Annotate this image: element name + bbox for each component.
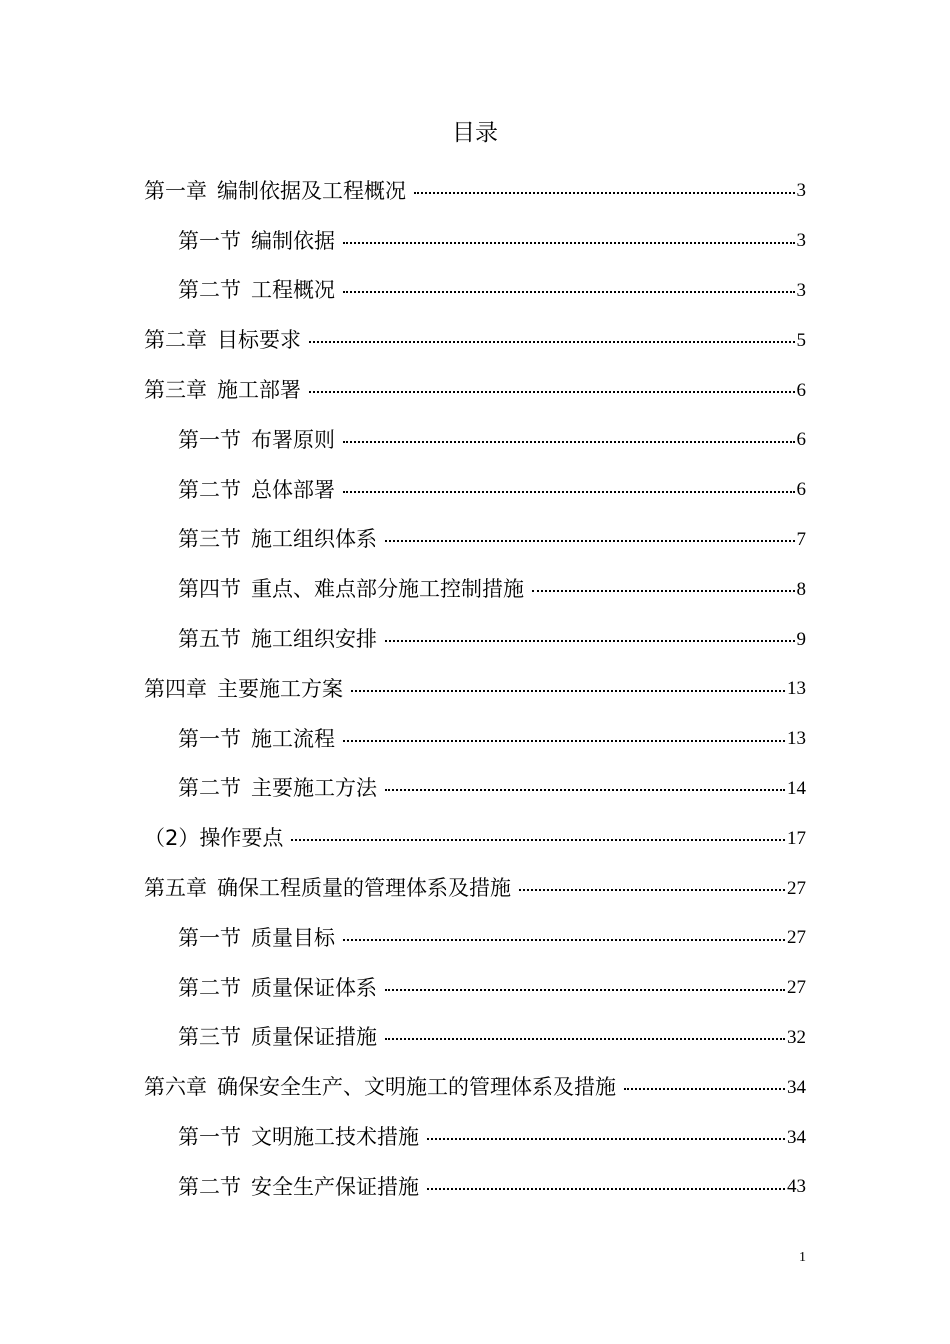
toc-entry-page: 43 — [787, 1176, 806, 1198]
toc-dot-leader — [309, 341, 795, 343]
toc-entry-title: 施工组织安排 — [251, 627, 377, 652]
toc-entry-number: 第二节 — [178, 975, 241, 1000]
toc-entry-number: 第六章 — [144, 1075, 207, 1100]
toc-dot-leader — [291, 839, 785, 841]
toc-entry-title: 文明施工技术措施 — [251, 1125, 419, 1150]
toc-entry-page: 14 — [787, 777, 806, 799]
toc-entry[interactable] — [0, 215, 950, 265]
toc-entry-title: 确保工程质量的管理体系及措施 — [217, 876, 511, 901]
toc-entry-title: 施工部署 — [217, 378, 301, 403]
toc-entry-title: 编制依据 — [251, 228, 335, 253]
toc-entry[interactable] — [0, 713, 950, 763]
toc-entry-number: 第五章 — [144, 876, 207, 901]
toc-dot-leader — [519, 889, 785, 891]
toc-entry-page: 7 — [796, 528, 806, 550]
toc-entry-number: 第一节 — [178, 726, 241, 751]
toc-entry-number: 第二节 — [178, 278, 241, 303]
toc-dot-leader — [343, 291, 795, 293]
toc-entry[interactable] — [0, 265, 950, 315]
page-number: 1 — [799, 1250, 806, 1265]
toc-entry-page: 5 — [796, 329, 806, 351]
toc-dot-leader — [427, 1138, 785, 1140]
toc-entry[interactable] — [0, 812, 950, 862]
toc-entry[interactable] — [0, 912, 950, 962]
toc-entry-page: 27 — [787, 877, 806, 899]
toc-entry-number: 第三节 — [178, 1025, 241, 1050]
toc-entry[interactable] — [0, 1061, 950, 1111]
toc-entry-title: 质量保证措施 — [251, 1025, 377, 1050]
toc-entry[interactable] — [0, 663, 950, 713]
toc-dot-leader — [385, 789, 785, 791]
toc-entry[interactable] — [0, 364, 950, 414]
toc-entry[interactable] — [0, 1111, 950, 1161]
toc-dot-leader — [343, 939, 785, 941]
toc-dot-leader — [351, 690, 785, 692]
toc-entry-page: 3 — [796, 230, 806, 252]
toc-entry-number: 第二节 — [178, 776, 241, 801]
toc-dot-leader — [385, 989, 785, 991]
toc-entry-page: 13 — [787, 678, 806, 700]
toc-entry-number: 第一节 — [178, 925, 241, 950]
toc-entry-page: 34 — [787, 1076, 806, 1098]
toc-dot-leader — [385, 640, 795, 642]
toc-entry-number: 第一节 — [178, 228, 241, 253]
toc-entry-number: 第一章 — [144, 178, 207, 203]
toc-entry-title: 重点、难点部分施工控制措施 — [251, 577, 524, 602]
toc-entry-title: 安全生产保证措施 — [251, 1174, 419, 1199]
toc-entry-page: 9 — [796, 628, 806, 650]
toc-entry-title: 质量目标 — [251, 925, 335, 950]
toc-dot-leader — [343, 242, 795, 244]
toc-list — [0, 165, 950, 1211]
toc-entry-number: 第五节 — [178, 627, 241, 652]
toc-entry[interactable] — [0, 763, 950, 813]
toc-entry-page: 34 — [787, 1126, 806, 1148]
toc-dot-leader — [309, 391, 795, 393]
toc-entry-title: 目标要求 — [217, 328, 301, 353]
toc-entry[interactable] — [0, 563, 950, 613]
toc-entry-page: 32 — [787, 1026, 806, 1048]
toc-title: 目录 — [452, 120, 498, 146]
toc-entry-page: 3 — [796, 279, 806, 301]
toc-entry-number: 第二节 — [178, 477, 241, 502]
toc-entry-title: 总体部署 — [251, 477, 335, 502]
toc-entry-title: （2）操作要点 — [144, 826, 284, 851]
toc-entry-page: 6 — [796, 479, 806, 501]
toc-entry-title: 质量保证体系 — [251, 975, 377, 1000]
toc-entry[interactable] — [0, 1012, 950, 1062]
toc-entry-title: 施工流程 — [251, 726, 335, 751]
toc-entry-page: 8 — [796, 578, 806, 600]
toc-entry-number: 第四节 — [178, 577, 241, 602]
toc-entry-number: 第二章 — [144, 328, 207, 353]
toc-dot-leader — [343, 441, 795, 443]
toc-entry-page: 6 — [796, 429, 806, 451]
toc-entry-page: 27 — [787, 927, 806, 949]
toc-entry[interactable] — [0, 1161, 950, 1211]
toc-entry-number: 第三节 — [178, 527, 241, 552]
toc-dot-leader — [532, 590, 795, 592]
toc-entry[interactable] — [0, 314, 950, 364]
toc-entry-number: 第二节 — [178, 1174, 241, 1199]
toc-dot-leader — [343, 491, 795, 493]
toc-entry-page: 27 — [787, 977, 806, 999]
toc-entry-title: 主要施工方法 — [251, 776, 377, 801]
toc-entry-title: 布署原则 — [251, 427, 335, 452]
toc-entry-title: 编制依据及工程概况 — [217, 178, 406, 203]
toc-entry[interactable] — [0, 514, 950, 564]
toc-entry[interactable] — [0, 962, 950, 1012]
toc-entry-title: 主要施工方案 — [217, 676, 343, 701]
toc-dot-leader — [343, 740, 785, 742]
toc-entry-title: 工程概况 — [251, 278, 335, 303]
toc-entry-number: 第一节 — [178, 427, 241, 452]
toc-entry-number: 第三章 — [144, 378, 207, 403]
toc-entry-page: 17 — [787, 827, 806, 849]
toc-entry-page: 13 — [787, 728, 806, 750]
toc-dot-leader — [414, 192, 795, 194]
toc-entry[interactable] — [0, 165, 950, 215]
toc-entry[interactable] — [0, 862, 950, 912]
toc-dot-leader — [385, 540, 795, 542]
toc-entry-number: 第一节 — [178, 1125, 241, 1150]
toc-entry[interactable] — [0, 613, 950, 663]
toc-entry-title: 确保安全生产、文明施工的管理体系及措施 — [217, 1075, 616, 1100]
toc-entry[interactable] — [0, 464, 950, 514]
toc-entry-page: 3 — [796, 180, 806, 202]
toc-dot-leader — [624, 1088, 785, 1090]
toc-entry-number: 第四章 — [144, 676, 207, 701]
toc-entry-title: 施工组织体系 — [251, 527, 377, 552]
toc-entry[interactable] — [0, 414, 950, 464]
toc-dot-leader — [385, 1038, 785, 1040]
toc-dot-leader — [427, 1188, 785, 1190]
toc-entry-page: 6 — [796, 379, 806, 401]
